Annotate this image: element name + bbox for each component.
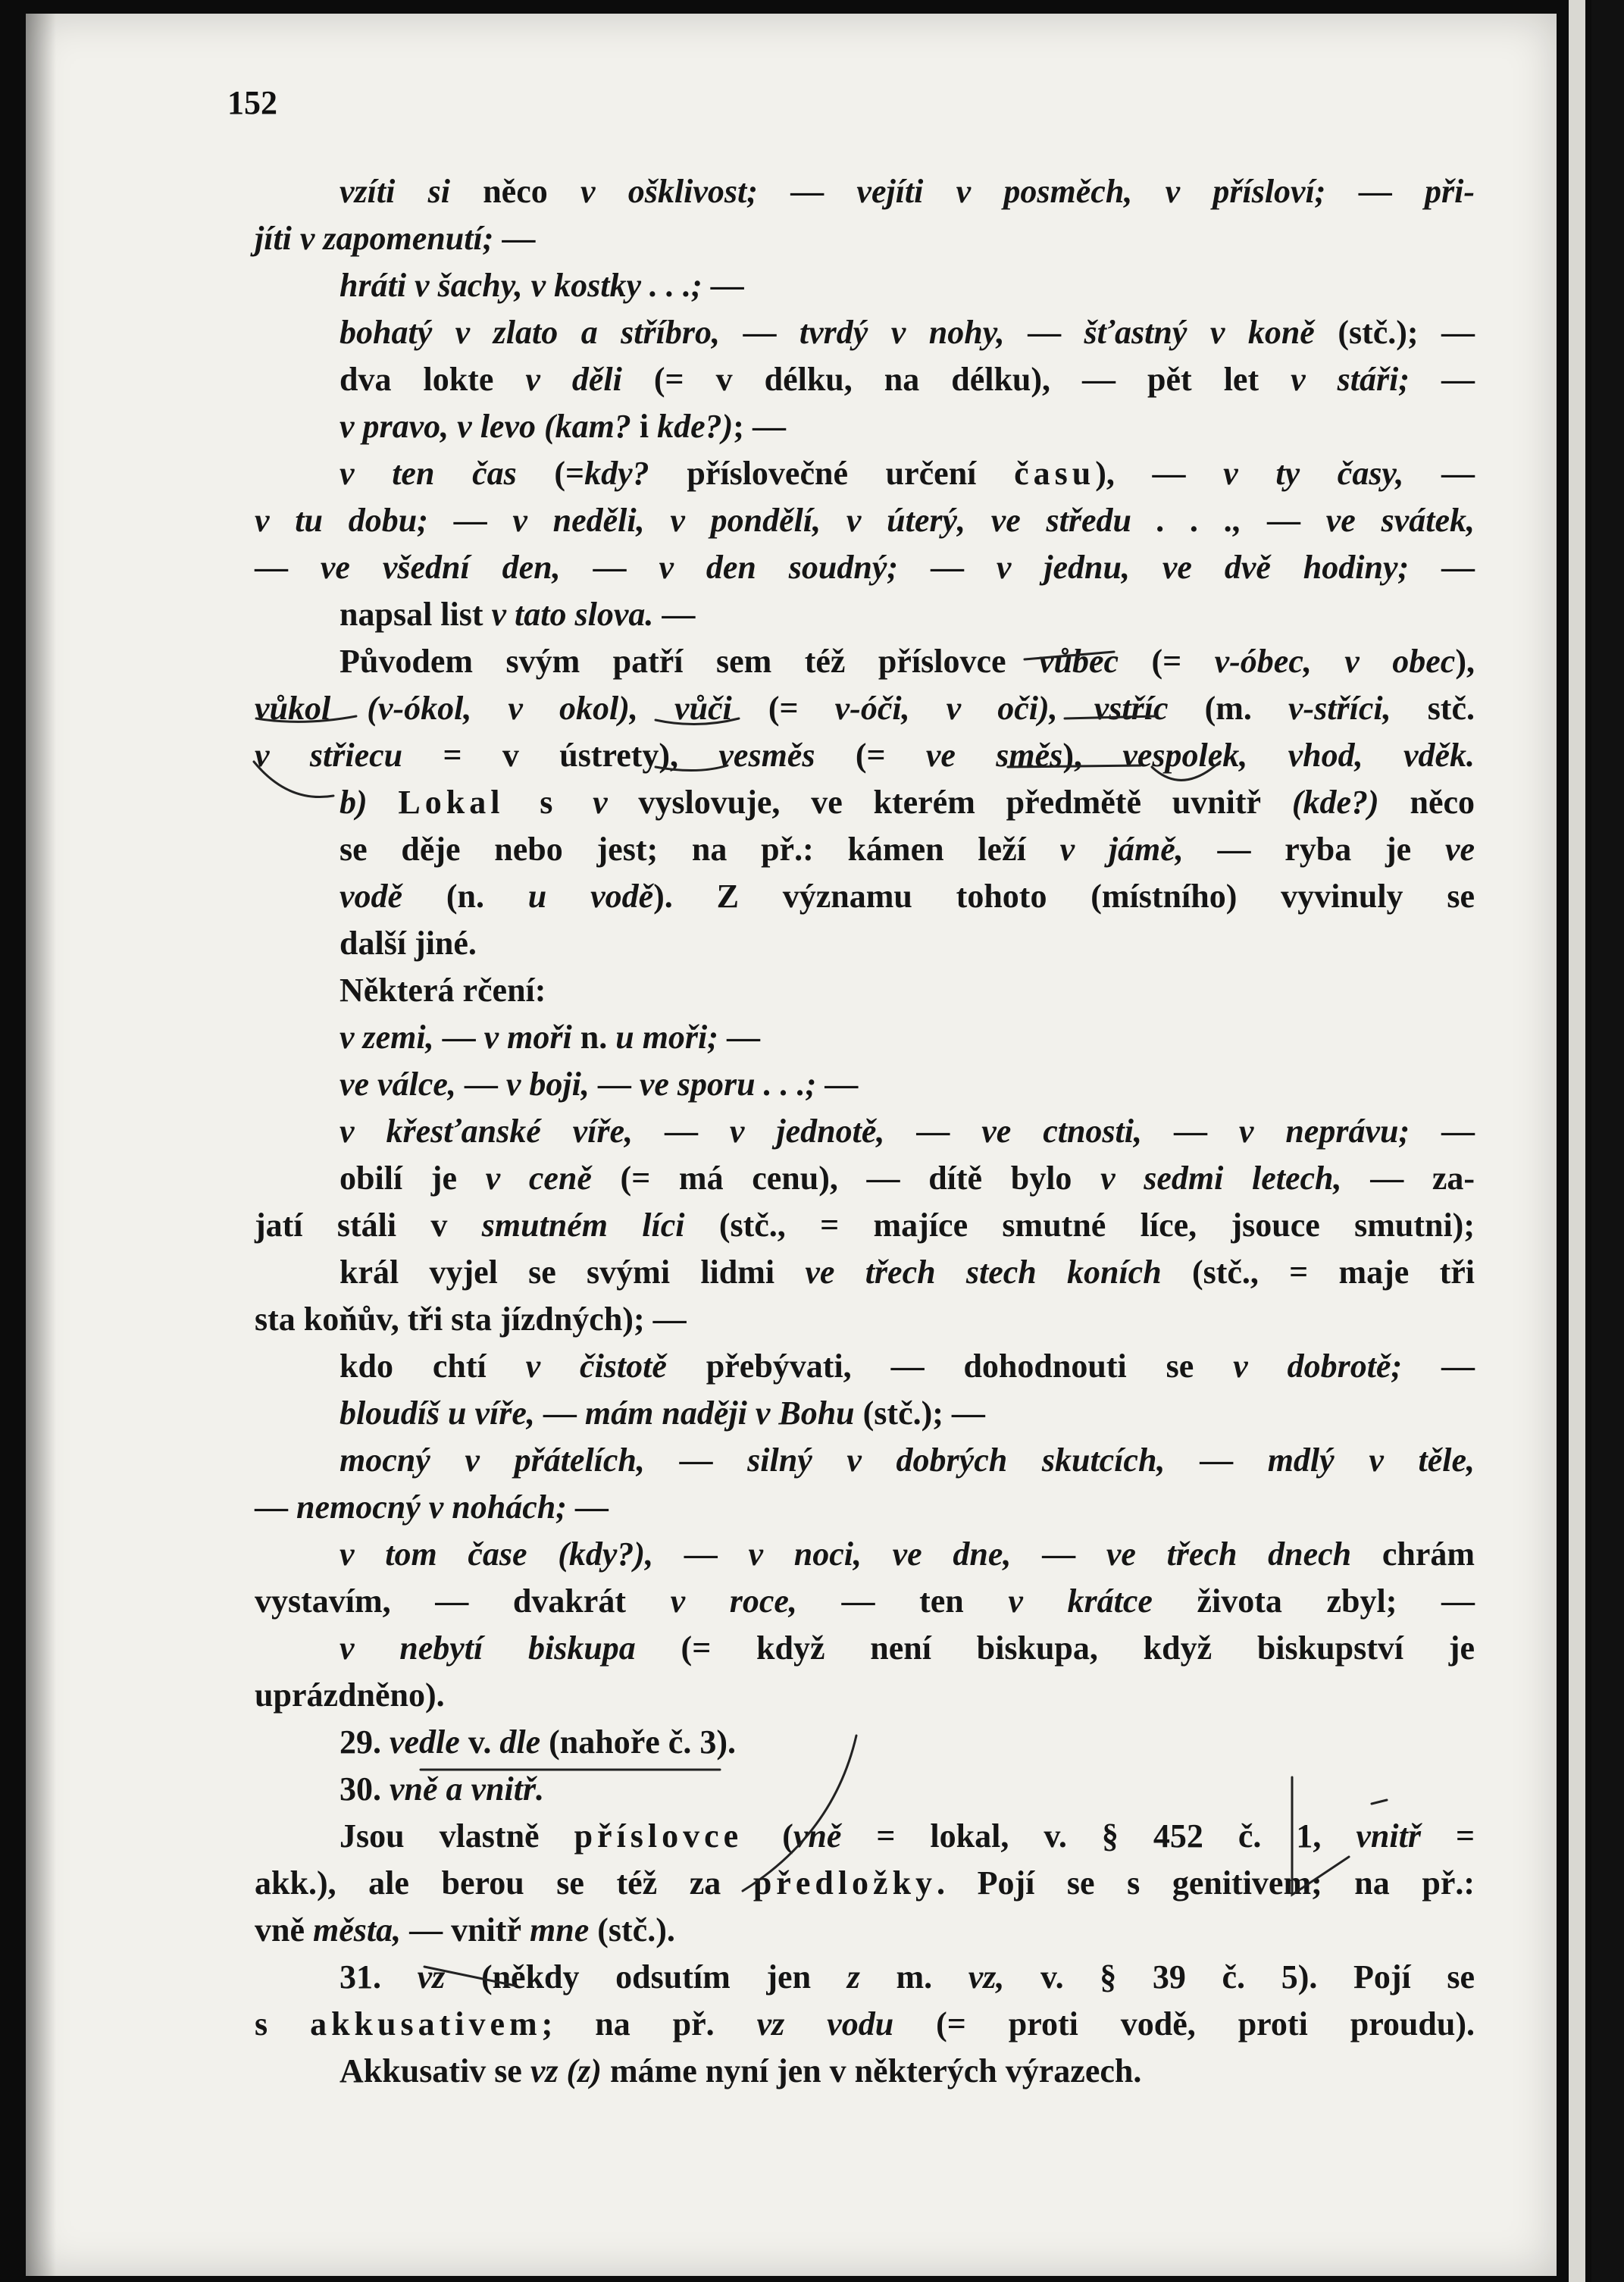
text-segment: (= má cenu), — dítě bylo (620, 1160, 1101, 1197)
italic-segment: vodě (340, 878, 446, 915)
italic-segment: hráti v šachy, v kostky . . .; (340, 267, 711, 304)
text-segment: jatí stáli v (255, 1207, 482, 1244)
text-line (255, 1343, 1475, 1390)
italic-segment: mocný v přátelích, (340, 1442, 680, 1479)
italic-segment: v den soudný; (659, 549, 931, 586)
text-segment: akkusativem (310, 2005, 542, 2043)
text-segment: — ten (841, 1582, 1009, 1620)
text-segment: n. (580, 1019, 616, 1056)
italic-segment: v tu dobu; (255, 502, 454, 539)
italic-segment: v moři (483, 1019, 580, 1056)
italic-segment: bohatý v zlato a stříbro, (340, 314, 743, 351)
italic-segment: mdlý v těle, (1267, 1442, 1475, 1479)
italic-segment: smutném líci (481, 1207, 719, 1244)
text-segment: — (502, 220, 536, 257)
text-segment: vyslovuje, ve kterém předmětě uvnitř (638, 784, 1292, 821)
text-line (255, 309, 1475, 356)
text-line (255, 1860, 1475, 1907)
italic-segment: dle (499, 1723, 549, 1761)
italic-segment: při- (1425, 173, 1475, 210)
text-segment: ), (1062, 737, 1123, 774)
body-text (255, 168, 1475, 2095)
text-segment: sta koňův, tři sta jízdných); — (255, 1301, 687, 1338)
text-segment: (stč., = majíce smutné líce, jsouce smutni); (718, 1207, 1475, 1244)
italic-segment: kdy? (584, 455, 687, 492)
text-segment: Jsou vlastně (340, 1817, 574, 1855)
text-segment: Akkusativ se (340, 2052, 530, 2089)
italic-segment: v ty časy, (1223, 455, 1441, 492)
text-line (255, 1766, 1475, 1813)
italic-segment: v-óbec, v obec (1214, 643, 1456, 680)
text-segment: — vnitř (409, 1911, 530, 1949)
binding-shadow (26, 14, 56, 2276)
italic-segment: v křesťanské víře, (340, 1113, 665, 1150)
page-edge (1569, 0, 1585, 2282)
italic-segment: ve (1444, 831, 1475, 868)
italic-segment: v noci, ve dne, (748, 1535, 1043, 1573)
text-segment: v. (468, 1723, 500, 1761)
italic-segment: ve všední den, (320, 549, 593, 586)
italic-segment: nemocný v nohách; (296, 1488, 575, 1526)
text-segment: — (1441, 1348, 1475, 1385)
text-line (255, 591, 1475, 638)
text-line (255, 1014, 1475, 1061)
text-segment: — (464, 1066, 506, 1103)
italic-segment: ve svátek, (1325, 502, 1475, 539)
italic-segment: ve směs (925, 737, 1063, 774)
text-segment: — (662, 596, 696, 633)
text-line (255, 873, 1475, 920)
text-segment: života zbyl; — (1197, 1582, 1475, 1620)
text-line (255, 1484, 1475, 1531)
italic-segment: vůbec (1038, 643, 1152, 680)
text-segment: = lokal, v. § 452 č. 1, (876, 1817, 1356, 1855)
text-line (255, 168, 1475, 215)
italic-segment: vnitř (1356, 1817, 1456, 1855)
text-segment: — (1042, 1535, 1106, 1573)
text-segment: — (684, 1535, 749, 1573)
text-line (255, 1531, 1475, 1578)
text-segment: — (679, 1442, 748, 1479)
text-segment: (stč.); — (862, 1395, 985, 1432)
text-segment: napsal list (340, 596, 492, 633)
italic-segment: vně (793, 1817, 877, 1855)
text-line (255, 1108, 1475, 1155)
italic-segment: vně a vnitř. (390, 1770, 545, 1808)
italic-segment: v roce, (670, 1582, 842, 1620)
text-segment: — (593, 549, 659, 586)
italic-segment: v jámě, (1059, 831, 1218, 868)
text-line (255, 1202, 1475, 1249)
italic-segment: v ošklivost; (580, 173, 791, 210)
italic-segment: vzíti si (340, 173, 483, 210)
text-segment: — (930, 549, 997, 586)
text-line (255, 1296, 1475, 1343)
text-line (255, 1061, 1475, 1108)
text-segment: ( (782, 1817, 793, 1855)
text-segment: — (1267, 502, 1326, 539)
italic-segment: v čistotě (525, 1348, 706, 1385)
text-segment: — (1441, 1113, 1475, 1150)
text-segment: uprázdněno). (255, 1676, 445, 1714)
text-segment: (= (1151, 643, 1215, 680)
text-segment: chrám (1381, 1535, 1475, 1573)
italic-segment: vespolek, vhod, vděk. (1122, 737, 1475, 774)
text-segment: (= když není biskupa, když biskupství je (681, 1629, 1475, 1667)
text-segment: něco (1410, 784, 1475, 821)
italic-segment: ve třech dnech (1106, 1535, 1382, 1573)
italic-segment: bloudíš u víře, (340, 1395, 543, 1432)
text-segment: 30. (340, 1770, 390, 1808)
italic-segment: (kde?) (1291, 784, 1410, 821)
text-segment: — (442, 1019, 484, 1056)
text-line (255, 215, 1475, 262)
text-segment: — (1441, 455, 1475, 492)
text-segment: — (574, 1488, 609, 1526)
italic-segment: vz, (968, 1958, 1041, 1996)
text-segment: — (790, 173, 857, 210)
text-segment: 31. (340, 1958, 418, 1996)
text-line (255, 1249, 1475, 1296)
text-segment: času (1014, 455, 1096, 492)
text-segment: příslovečné určení (687, 455, 1015, 492)
text-line (255, 638, 1475, 685)
text-segment: — (916, 1113, 982, 1150)
text-segment: 29. (340, 1723, 390, 1761)
italic-segment: vz (417, 1958, 481, 1996)
text-segment: v. § 39 č. 5). Pojí se (1040, 1958, 1475, 1996)
text-segment: — (1441, 549, 1475, 586)
text-line (255, 1672, 1475, 1719)
italic-segment: v-stříci, (1288, 690, 1428, 727)
text-segment: ), (1455, 643, 1475, 680)
italic-segment: v neprávu; (1238, 1113, 1442, 1150)
text-segment: (= (768, 690, 835, 727)
text-segment: něco (483, 173, 580, 210)
text-segment: — (597, 1066, 640, 1103)
text-line (255, 1719, 1475, 1766)
text-segment: — (255, 549, 321, 586)
italic-segment: šťastný v koně (1084, 314, 1338, 351)
text-line (255, 685, 1475, 732)
text-segment: — (1358, 173, 1425, 210)
text-segment: ; — (733, 408, 786, 445)
text-segment: předložky (753, 1864, 937, 1902)
text-line (255, 262, 1475, 309)
text-segment: dva lokte (340, 361, 526, 398)
text-segment: — (1173, 1113, 1239, 1150)
italic-segment: v jednu, ve dvě hodiny; (996, 549, 1442, 586)
text-segment: m. (896, 1958, 968, 1996)
text-segment: — (1200, 1442, 1268, 1479)
italic-segment: v nebytí biskupa (340, 1629, 681, 1667)
text-segment: — (543, 1395, 585, 1432)
text-segment: Některá rčení: (340, 972, 546, 1009)
italic-segment: u moři; (615, 1019, 727, 1056)
text-line (255, 2048, 1475, 2095)
italic-segment: v děli (525, 361, 654, 398)
text-line (255, 779, 1475, 826)
page-number: 152 (227, 84, 277, 121)
italic-segment: vůkol (v-ókol, v okol), vůči (255, 690, 768, 727)
text-line (255, 1813, 1475, 1860)
text-segment: příslovce (574, 1817, 783, 1855)
text-line (255, 1907, 1475, 1954)
italic-segment: vedle (390, 1723, 468, 1761)
text-segment: — (255, 1488, 296, 1526)
italic-segment: v-óči, v oči), vstříc (834, 690, 1205, 727)
text-segment: (n. (446, 878, 528, 915)
text-line (255, 2001, 1475, 2048)
italic-segment: v (593, 784, 639, 821)
italic-segment: v sedmi letech, (1100, 1160, 1371, 1197)
text-segment: vně (255, 1911, 313, 1949)
text-segment: — (664, 1113, 730, 1150)
italic-segment: mám naději v Bohu (584, 1395, 863, 1432)
italic-segment: vejíti v posměch, v přísloví; (856, 173, 1359, 210)
italic-segment: tvrdý v nohy, (799, 314, 1028, 351)
text-line (255, 826, 1475, 873)
text-segment: akk.), ale berou se též za (255, 1864, 753, 1902)
italic-segment: v jednotě, (729, 1113, 917, 1150)
text-segment: obilí je (340, 1160, 486, 1197)
text-segment: Původem svým patří sem též příslovce (340, 643, 1039, 680)
text-segment: máme nyní jen v některých výrazech. (609, 2052, 1142, 2089)
text-segment: stč. (1427, 690, 1475, 727)
text-segment: (= proti vodě, proti proudu). (936, 2005, 1475, 2043)
text-segment: — (1028, 314, 1084, 351)
italic-segment: v ten čas (340, 455, 555, 492)
text-line (255, 1954, 1475, 2001)
text-segment: kdo chtí (340, 1348, 526, 1385)
text-segment: — (726, 1019, 760, 1056)
italic-segment: v pravo, v levo (kam? (340, 408, 640, 445)
italic-segment: kde?) (657, 408, 734, 445)
italic-segment: z (846, 1958, 896, 1996)
text-segment: (= v délku, na délku), — pět let (653, 361, 1291, 398)
text-line (255, 967, 1475, 1014)
text-segment: (stč.); — (1338, 314, 1475, 351)
text-line (255, 732, 1475, 779)
text-segment: (m. (1204, 690, 1288, 727)
text-line (255, 1390, 1475, 1437)
italic-segment: jíti v zapomenutí; (255, 220, 502, 257)
italic-segment: v tato slova. (491, 596, 662, 633)
italic-segment: v ceně (485, 1160, 621, 1197)
text-line (255, 1625, 1475, 1672)
text-segment: Lokal s (398, 784, 593, 821)
italic-segment: vz (z) (530, 2052, 610, 2089)
text-segment: další jiné. (340, 925, 477, 962)
text-line (255, 1155, 1475, 1202)
italic-segment: vesměs (718, 737, 856, 774)
text-segment: ), — (1095, 455, 1224, 492)
italic-segment: b) (340, 784, 399, 821)
text-segment: — (453, 502, 513, 539)
text-line (255, 1437, 1475, 1484)
text-segment: = v ústrety), (443, 737, 719, 774)
italic-segment: ve válce, (340, 1066, 465, 1103)
text-segment: přebývati, — dohodnouti se (706, 1348, 1234, 1385)
text-segment: ). Z významu tohoto (místního) vyvinuly se (653, 878, 1475, 915)
text-line (255, 403, 1475, 450)
italic-segment: vz vodu (756, 2005, 937, 2043)
text-line (255, 1578, 1475, 1625)
italic-segment: v zemi, (340, 1019, 443, 1056)
text-segment: = (1455, 1817, 1475, 1855)
text-segment: i (639, 408, 658, 445)
text-line (255, 450, 1475, 497)
italic-segment: v neděli, v pondělí, v úterý, ve středu . . ., (512, 502, 1268, 539)
italic-segment: v stáři; (1291, 361, 1441, 398)
text-segment: — ryba je (1217, 831, 1445, 868)
text-segment: — (710, 267, 744, 304)
text-segment: (= (855, 737, 926, 774)
text-segment: vystavím, — dvakrát (255, 1582, 671, 1620)
text-segment: — za- (1370, 1160, 1475, 1197)
text-line (255, 544, 1475, 591)
text-segment: (stč., = maje tři (1191, 1254, 1475, 1291)
italic-segment: v boji, (505, 1066, 598, 1103)
text-segment: s (255, 2005, 311, 2043)
italic-segment: v dobrotě; (1233, 1348, 1441, 1385)
italic-segment: ve sporu . . .; (639, 1066, 825, 1103)
italic-segment: u vodě (527, 878, 654, 915)
text-line (255, 920, 1475, 967)
text-segment: se děje nebo jest; na př.: kámen leží (340, 831, 1060, 868)
italic-segment: v tom čase (kdy?), (340, 1535, 684, 1573)
text-segment: . Pojí se s genitivem; na př.: (937, 1864, 1475, 1902)
text-segment: (nahoře č. 3). (549, 1723, 736, 1761)
text-segment: ; na př. (541, 2005, 757, 2043)
text-line (255, 356, 1475, 403)
text-segment: (stč.). (597, 1911, 675, 1949)
italic-segment: mne (530, 1911, 598, 1949)
text-segment: — (743, 314, 799, 351)
italic-segment: města, (313, 1911, 410, 1949)
text-segment: (někdy odsutím jen (480, 1958, 847, 1996)
text-segment: král vyjel se svými lidmi (340, 1254, 806, 1291)
scan-border (1591, 0, 1624, 2282)
italic-segment: ve třech stech koních (805, 1254, 1192, 1291)
text-line (255, 497, 1475, 544)
italic-segment: silný v dobrých skutcích, (747, 1442, 1200, 1479)
text-segment: — (1441, 361, 1475, 398)
text-segment: — (825, 1066, 859, 1103)
italic-segment: v krátce (1008, 1582, 1197, 1620)
italic-segment: v střiecu (255, 737, 443, 774)
italic-segment: ve ctnosti, (981, 1113, 1174, 1150)
text-segment: (= (554, 455, 585, 492)
